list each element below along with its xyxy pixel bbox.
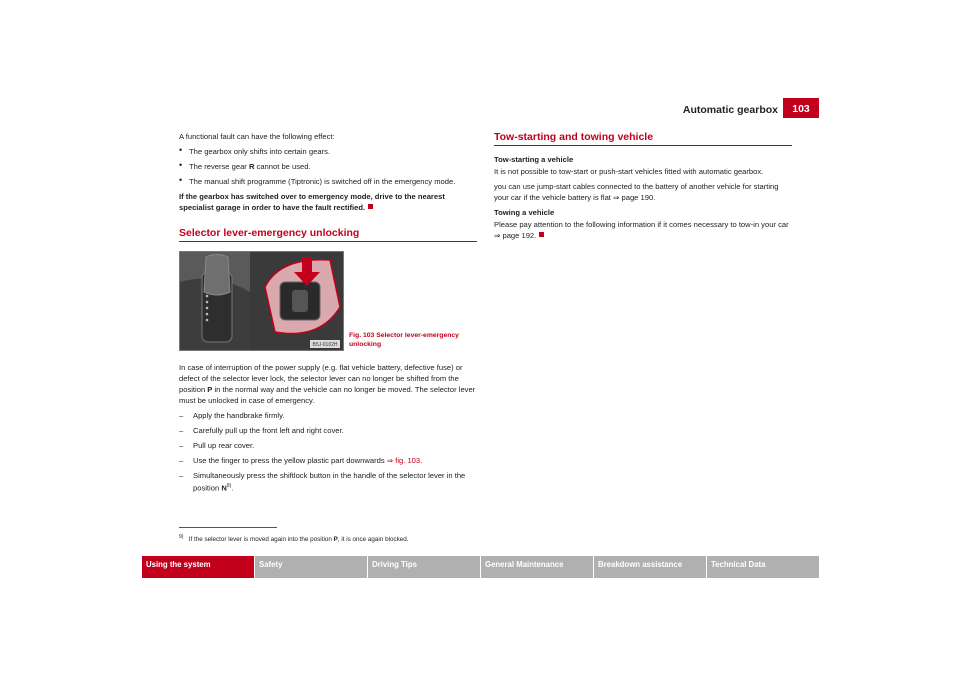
- fig-reference-link[interactable]: ⇒ fig. 103: [386, 456, 421, 465]
- section-title-unlocking: Selector lever-emergency unlocking: [179, 227, 477, 242]
- unlocking-paragraph: In case of interruption of the power supply (e.g. flat vehicle battery, defective fuse) or defect of the selector lever lock, the selector lever can no longer be shifted from the position P in the normal way and the vehicle can no longer be moved. The selector lever must be unlocked in case of emergency.: [179, 363, 476, 405]
- step-item: – Carefully pull up the front left and right cover.: [179, 426, 344, 435]
- figure-caption: Fig. 103 Selector lever-emergency unlocking: [349, 332, 459, 348]
- selector-lever-illustration: [180, 252, 343, 350]
- tow-start-paragraph: It is not possible to tow-start or push-start vehicles fitted with automatic gearbox.: [494, 167, 764, 176]
- figure-selector-lever: [179, 251, 344, 351]
- right-column: [494, 131, 792, 245]
- step-item: – Use the finger to press the yellow plastic part downwards ⇒ fig. 103.: [179, 456, 423, 465]
- subheading-tow-starting: Tow-starting a vehicle: [494, 155, 574, 164]
- section-title-towing: Tow-starting and towing vehicle: [494, 131, 792, 146]
- tab-technical-data[interactable]: Technical Data: [707, 556, 819, 578]
- tab-breakdown-assistance[interactable]: Breakdown assistance: [594, 556, 706, 578]
- jump-start-paragraph: you can use jump-start cables connected to the battery of another vehicle for starting your car if the vehicle battery is flat ⇒ page 190.: [494, 182, 779, 202]
- towing-paragraph: Please pay attention to the following information if it comes necessary to tow-in your car ⇒ page 192.: [494, 220, 789, 240]
- footnote-divider: [179, 527, 277, 528]
- warning-text: If the gearbox has switched over to emergency mode, drive to the nearest specialist garage in order to have the fault rectified.: [179, 192, 445, 212]
- step-item: – Simultaneously press the shiftlock button in the handle of the selector lever in the position $N^{9)}$.: [179, 471, 466, 493]
- bullet-icon: •: [179, 145, 183, 155]
- chapter-navigation-bar: [142, 556, 819, 578]
- tab-safety[interactable]: Safety: [255, 556, 367, 578]
- bullet-item: • The gearbox only shifts into certain gears.: [179, 145, 330, 156]
- page-number: 103: [783, 98, 819, 118]
- tab-general-maintenance[interactable]: General Maintenance: [481, 556, 593, 578]
- intro-text: A functional fault can have the following effect:: [179, 132, 335, 141]
- step-item: – Apply the handbrake firmly.: [179, 411, 285, 420]
- tab-using-the-system[interactable]: Using the system: [142, 556, 254, 578]
- bullet-icon: •: [179, 160, 183, 170]
- header-title: Automatic gearbox: [682, 104, 778, 116]
- left-column: [179, 131, 477, 250]
- end-of-section-icon: [539, 232, 544, 237]
- footnote: $^{9)}$ If the selector lever is moved again into the position P, it is once again blocked.: [179, 534, 409, 544]
- tab-driving-tips[interactable]: Driving Tips: [368, 556, 480, 578]
- bullet-item: • The reverse gear R cannot be used.: [179, 160, 311, 171]
- bullet-item: • The manual shift programme (Tiptronic) is switched off in the emergency mode.: [179, 175, 456, 186]
- footnote-marker: 9): [226, 483, 232, 489]
- left-column-continued: [179, 362, 477, 498]
- end-of-section-icon: [368, 204, 373, 209]
- subheading-towing: Towing a vehicle: [494, 208, 555, 217]
- figure-code: B5J-0102H: [312, 342, 338, 348]
- bullet-icon: •: [179, 175, 183, 185]
- step-item: – Pull up rear cover.: [179, 441, 255, 450]
